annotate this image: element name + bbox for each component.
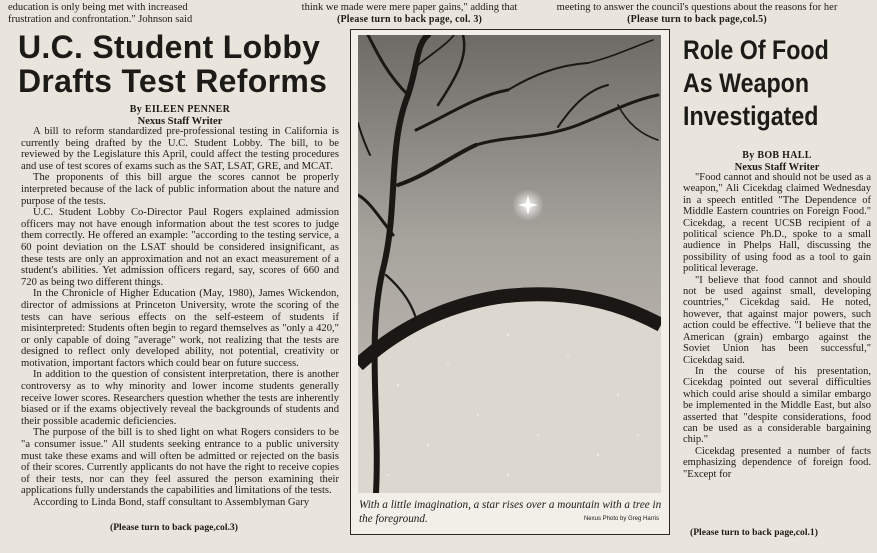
- photo-caption: With a little imagination, a star rises over a mountain with a tree in the foreground.: [359, 499, 662, 525]
- top-strip: [0, 0, 877, 28]
- paragraph: The purpose of the bill is to shed light on what Rogers considers to be "a consumer issue." All students seeking entrance to a public university must take these exams and will often be admitted or rejected on the basis of their scores. Currently applicants do not have the right to receive copies of their tests, nor can they feel assured the person examining their applications fully understands the capabilities and limitations of the tests.: [21, 427, 339, 497]
- top-text-line: education is only being met with increased: [8, 2, 188, 13]
- left-headline: [18, 30, 348, 98]
- paragraph: U.C. Student Lobby Co-Director Paul Rogers explained admission officers may not have enough information about the test scores to judge them correctly. He offered an example: "according to the testing service, a 60 point deviation on the LSAT should be considered insignificant, as these tests are only an approximation and not an exact measurement of a student's abilities. Yet admission officers regard, say, scores of 660 and 720 as being two different things.: [21, 207, 339, 288]
- top-column-1: [8, 2, 276, 26]
- paragraph: In addition to the question of consistent interpretation, there is another controversy as to why minority and lower income students generally receive lower scores. Researchers question whether the tests are inherently biased or if the exams objectively reveal the backgrounds of students and their possible academic deficiencies.: [21, 369, 339, 427]
- top-text-line: meeting to answer the council's questions about the reasons for her: [556, 2, 838, 13]
- continued-note: (Please turn to back page,col.5): [627, 14, 767, 25]
- headline-line: U.C. Student Lobby: [18, 29, 321, 65]
- headline-line: Investigated: [683, 101, 819, 131]
- photo-frame: [350, 29, 670, 535]
- top-column-3: [523, 2, 871, 26]
- paragraph: The proponents of this bill argue the scores cannot be properly interpreted because of the lack of public information about the nature and purpose of the tests.: [21, 172, 339, 207]
- right-continued-note: (Please turn to back page,col.1): [690, 527, 818, 538]
- paragraph: A bill to reform standardized pre-professional testing in California is currently being drafted by the U.C. Student Lobby. The bill, to be reviewed by the Legislature this April, could affect the testing procedures and use of test scores of exams such as the SAT, LSAT, GRE, and MCAT.: [21, 126, 339, 172]
- headline-line: As Weapon: [683, 68, 810, 98]
- left-byline: [20, 104, 340, 128]
- left-article-body: [21, 126, 339, 523]
- paragraph: "Food cannot and should not be used as a weapon," Ali Cicekdag claimed Wednesday in a speech entitled "The Dependence of Middle Eastern countries on Foreign Food." Cicekdag, a recent UCSB recipient of a political science Ph.D., spoke to a small audience in Phelps Hall, discussing the possibility of using food as a tool to gain political leverage.: [683, 172, 871, 275]
- headline-line: Drafts Test Reforms: [18, 63, 328, 99]
- mountain-tree-photo: [358, 35, 661, 493]
- right-byline: [683, 150, 871, 174]
- paragraph: According to Linda Bond, staff consultant to Assemblyman Gary: [33, 497, 310, 508]
- byline-name: By EILEEN PENNER: [129, 104, 231, 115]
- paragraph: "I believe that food cannot and should not be used against small, developing countries," Cicekdag said. He noted, however, that against major powers, such action could be effective. "I believe that the American (grain) embargo against the Soviet Union has been successful," Cicekdag said.: [683, 274, 871, 366]
- paragraph: Cicekdag presented a number of facts emphasizing dependence of foreign food. "Except for: [683, 445, 871, 480]
- headline-line: Role Of Food: [683, 35, 829, 65]
- top-text-line: think we made were mere paper gains," adding that: [301, 2, 518, 13]
- byline-title: Nexus Staff Writer: [734, 162, 820, 173]
- photo-credit: Nexus Photo by Greg Harris: [583, 516, 659, 522]
- top-column-2: [287, 2, 532, 26]
- byline-name: By BOB HALL: [742, 150, 812, 161]
- left-continued-note: (Please turn to back page,col.3): [110, 522, 238, 533]
- right-headline: [683, 34, 846, 133]
- continued-note: (Please turn to back page, col. 3): [336, 14, 483, 25]
- right-article-body: [683, 172, 871, 528]
- byline-title: Nexus Staff Writer: [137, 116, 223, 127]
- top-text-line: frustration and confrontation." Johnson said: [8, 14, 193, 25]
- paragraph: In the Chronicle of Higher Education (May, 1980), James Wickendon, director of admissions at Princeton University, wrote the scoring of the tests can have serious effects on the self-esteem of students if misinterpreted: Students often begin to regard themselves as "only a 420," or only capable of doing "average" work, not realizing that the tests are designed to reflect only developed ability, not potential, creativity or motivation, important factors which could bear on future success.: [21, 288, 339, 369]
- paragraph: In the course of his presentation, Cicekdag pointed out several difficulties which could arise should a similar embargo be implemented in the Middle East, but also asserted that "despite considerations, food can be used as a considerable bargaining chip.": [683, 365, 871, 446]
